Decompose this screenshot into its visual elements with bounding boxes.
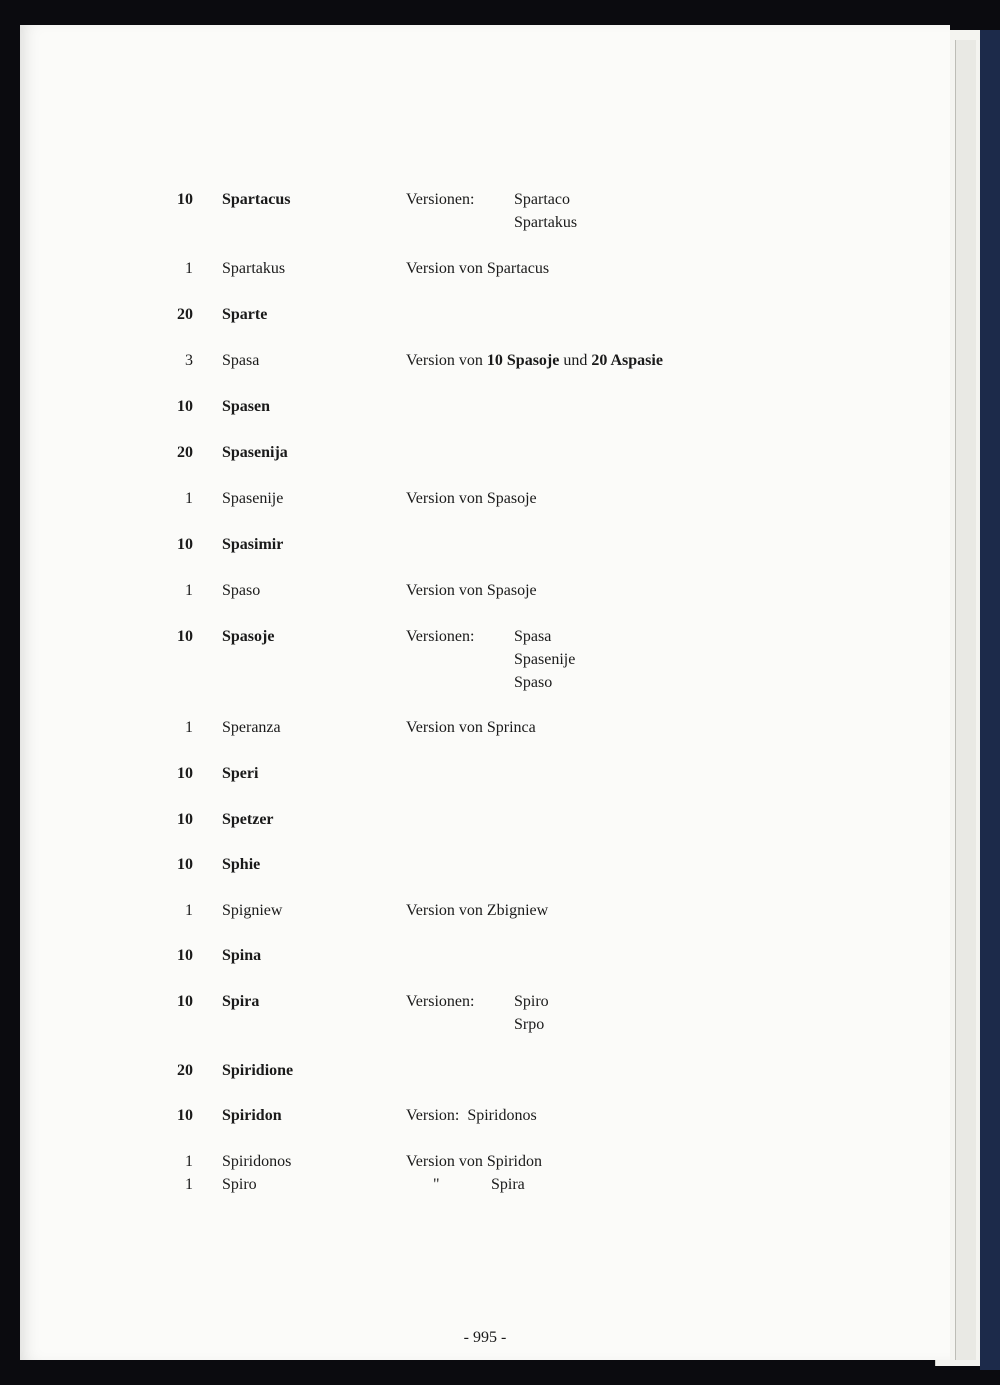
entry-description: Version von Spasoje <box>406 582 537 599</box>
desc-bold-ref: 10 Spasoje <box>486 352 560 369</box>
entry-name: Spasoje <box>222 628 275 645</box>
entry-description: Version von Spasoje <box>406 490 537 507</box>
entry-description: Version von Spartacus <box>406 260 550 277</box>
entry-version: Spartaco <box>514 191 570 208</box>
entry-name: Spiro <box>222 1176 257 1193</box>
entry-version: Spartakus <box>514 214 578 231</box>
entry-name: Spasenija <box>222 444 288 461</box>
entry-number: 10 <box>177 628 193 645</box>
entry-number: 10 <box>177 811 193 828</box>
entry-name: Spina <box>222 947 262 964</box>
entry-number: 10 <box>177 536 193 553</box>
entry-name: Spasimir <box>222 536 284 553</box>
entry-name: Sphie <box>222 856 261 873</box>
entry-name: Spartakus <box>222 260 286 277</box>
entry-name: Sparte <box>222 306 268 323</box>
entry-number: 10 <box>177 765 193 782</box>
entry-description <box>406 350 663 372</box>
entry-number: 3 <box>185 352 193 369</box>
entry-number: 10 <box>177 993 193 1010</box>
entry-name: Spasenije <box>222 490 284 507</box>
entry-row <box>20 350 950 374</box>
entry-description: Versionen: <box>406 993 475 1010</box>
entry-row <box>20 396 950 420</box>
page-number: - 995 - <box>463 1329 507 1346</box>
entry-description: Versionen: <box>406 628 475 645</box>
entry-name: Spetzer <box>222 811 274 828</box>
entry-name: Speri <box>222 765 259 782</box>
entry-name: Spiridon <box>222 1107 282 1124</box>
page-stack-edge-inner <box>955 40 976 1360</box>
desc-prefix: Version von <box>406 352 487 369</box>
entry-version: Spaso <box>514 674 553 691</box>
entry-name: Spaso <box>222 582 261 599</box>
entry-row <box>20 1060 950 1084</box>
entry-description: Versionen: <box>406 191 475 208</box>
entry-number: 20 <box>177 444 193 461</box>
entry-name: Spiridonos <box>222 1153 292 1170</box>
entry-number: 20 <box>177 1062 193 1079</box>
entry-row <box>20 580 950 604</box>
book-page <box>20 25 950 1360</box>
entry-row <box>20 1105 950 1129</box>
entry-description: Version von Sprinca <box>406 719 536 736</box>
entry-version: Spiro <box>514 993 549 1010</box>
entry-row <box>20 900 950 924</box>
entry-name: Spigniew <box>222 902 283 919</box>
entry-name: Speranza <box>222 719 281 736</box>
entry-version: Spira <box>491 1176 525 1193</box>
entry-row-continuation <box>20 1014 950 1038</box>
entry-row <box>20 258 950 282</box>
entry-description: Version von Zbigniew <box>406 902 549 919</box>
entry-row <box>20 488 950 512</box>
entry-row <box>20 626 950 650</box>
entry-row <box>20 534 950 558</box>
entry-row <box>20 945 950 969</box>
entry-row <box>20 442 950 466</box>
entry-row <box>20 1151 950 1175</box>
entry-name: Spiridione <box>222 1062 294 1079</box>
entry-number: 1 <box>185 1176 193 1193</box>
entry-name: Spasen <box>222 398 271 415</box>
entry-number: 1 <box>185 490 193 507</box>
book-cover-edge <box>980 30 1000 1370</box>
entry-number: 10 <box>177 1107 193 1124</box>
entry-number: 10 <box>177 191 193 208</box>
entry-number: 20 <box>177 306 193 323</box>
entry-name: Spasa <box>222 352 260 369</box>
entry-number: 10 <box>177 856 193 873</box>
entry-name: Spira <box>222 993 260 1010</box>
entry-number: 1 <box>185 582 193 599</box>
entry-number: 1 <box>185 719 193 736</box>
desc-bold-ref: 20 Aspasie <box>591 352 663 369</box>
entry-number: 1 <box>185 260 193 277</box>
entry-number: 10 <box>177 398 193 415</box>
entry-description: Version von Spiridon <box>406 1153 542 1170</box>
entry-number: 10 <box>177 947 193 964</box>
ditto-mark: " <box>433 1176 440 1193</box>
entry-version: Spasenije <box>514 651 576 668</box>
entry-row <box>20 991 950 1015</box>
entry-number: 1 <box>185 902 193 919</box>
entry-row <box>20 1174 950 1198</box>
entry-row <box>20 304 950 328</box>
entry-row-continuation <box>20 212 950 236</box>
desc-mid: und <box>559 352 592 369</box>
entry-row-continuation <box>20 672 950 696</box>
entry-version: Spasa <box>514 628 552 645</box>
entry-version: Srpo <box>514 1016 545 1033</box>
entry-description: Version: Spiridonos <box>406 1107 537 1124</box>
entry-row <box>20 717 950 741</box>
entry-row <box>20 809 950 833</box>
entry-name: Spartacus <box>222 191 291 208</box>
entry-row-continuation <box>20 649 950 673</box>
entry-row <box>20 189 950 213</box>
entry-row <box>20 763 950 787</box>
entry-number: 1 <box>185 1153 193 1170</box>
entry-row <box>20 854 950 878</box>
